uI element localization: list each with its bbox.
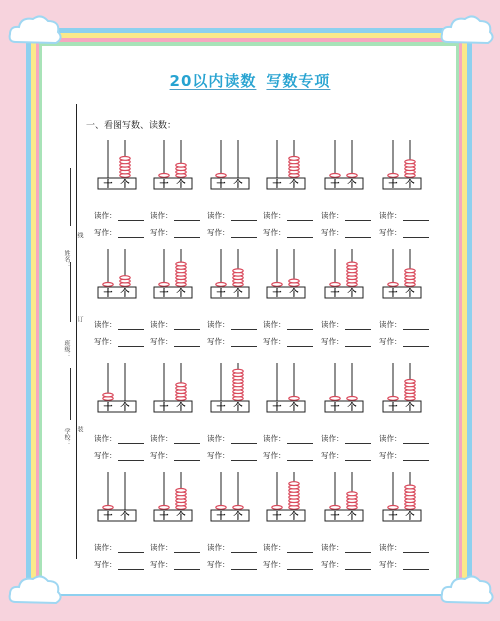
read-label: 读作： xyxy=(321,211,344,220)
write-blank[interactable] xyxy=(287,453,313,461)
ones-bead xyxy=(347,397,357,401)
abacus-drawing xyxy=(321,136,377,196)
read-label: 读作： xyxy=(379,543,402,552)
side-label-class: 班级： xyxy=(63,340,70,358)
ones-place-label: 个 xyxy=(289,512,299,522)
title-sub: 写数专项 xyxy=(266,72,331,90)
abacus-drawing xyxy=(321,359,377,419)
read-label: 读作： xyxy=(207,211,230,220)
write-answer-line xyxy=(207,336,257,347)
write-label: 写作： xyxy=(150,228,173,237)
ones-bead xyxy=(289,397,299,401)
abacus-exercise xyxy=(379,136,435,236)
ones-place-label: 个 xyxy=(120,512,130,522)
abacus-exercise xyxy=(263,468,319,568)
read-label: 读作： xyxy=(207,320,230,329)
cloud-icon xyxy=(6,12,64,50)
tens-bead xyxy=(272,506,282,510)
read-blank[interactable] xyxy=(287,322,313,330)
write-blank[interactable] xyxy=(118,230,144,238)
read-blank[interactable] xyxy=(403,322,429,330)
tens-place-label: 十 xyxy=(272,403,282,413)
abacus-exercise xyxy=(263,359,319,459)
tens-place-label: 十 xyxy=(216,403,226,413)
write-answer-line xyxy=(379,559,429,570)
write-answer-line xyxy=(379,227,429,238)
read-answer-line xyxy=(150,542,200,553)
tens-place-label: 十 xyxy=(388,403,398,413)
tens-place-label: 十 xyxy=(103,180,113,190)
write-label: 写作： xyxy=(321,228,344,237)
read-blank[interactable] xyxy=(287,436,313,444)
read-answer-line xyxy=(150,319,200,330)
tens-bead xyxy=(388,506,398,510)
tens-place-label: 十 xyxy=(388,289,398,299)
read-answer-line xyxy=(321,542,371,553)
write-blank[interactable] xyxy=(118,453,144,461)
ones-place-label: 个 xyxy=(289,180,299,190)
abacus-drawing xyxy=(150,136,206,196)
abacus-exercise xyxy=(207,245,263,345)
abacus-drawing xyxy=(207,136,263,196)
ones-place-label: 个 xyxy=(347,512,357,522)
ones-place-label: 个 xyxy=(176,289,186,299)
abacus-exercise xyxy=(263,245,319,345)
read-label: 读作： xyxy=(263,543,286,552)
write-blank[interactable] xyxy=(345,453,371,461)
ones-place-label: 个 xyxy=(233,289,243,299)
side-label-name: 姓名： xyxy=(63,250,70,268)
ones-place-label: 个 xyxy=(405,289,415,299)
write-label: 写作： xyxy=(207,337,230,346)
abacus-exercise xyxy=(207,468,263,568)
abacus-drawing xyxy=(379,468,435,528)
abacus-drawing xyxy=(263,468,319,528)
read-label: 读作： xyxy=(150,320,173,329)
ones-place-label: 个 xyxy=(120,180,130,190)
write-answer-line xyxy=(207,559,257,570)
write-answer-line xyxy=(150,227,200,238)
write-label: 写作： xyxy=(94,228,117,237)
ones-bead xyxy=(176,383,186,387)
read-label: 读作： xyxy=(379,434,402,443)
tens-place-label: 十 xyxy=(330,403,340,413)
tens-place-label: 十 xyxy=(103,289,113,299)
abacus-exercise xyxy=(263,136,319,236)
abacus-drawing xyxy=(263,359,319,419)
write-label: 写作： xyxy=(150,337,173,346)
read-label: 读作： xyxy=(94,434,117,443)
side-blank-line xyxy=(70,368,71,420)
read-label: 读作： xyxy=(321,543,344,552)
read-blank[interactable] xyxy=(174,436,200,444)
write-answer-line xyxy=(150,450,200,461)
tens-place-label: 十 xyxy=(272,289,282,299)
write-answer-line xyxy=(263,450,313,461)
write-blank[interactable] xyxy=(403,562,429,570)
read-blank[interactable] xyxy=(231,436,257,444)
write-answer-line xyxy=(321,336,371,347)
write-label: 写作： xyxy=(379,560,402,569)
write-label: 写作： xyxy=(150,560,173,569)
ones-place-label: 个 xyxy=(176,180,186,190)
abacus-drawing xyxy=(321,468,377,528)
tens-place-label: 十 xyxy=(159,512,169,522)
abacus-exercise xyxy=(321,468,377,568)
read-label: 读作： xyxy=(207,543,230,552)
write-label: 写作： xyxy=(379,337,402,346)
tens-place-label: 十 xyxy=(159,403,169,413)
ones-place-label: 个 xyxy=(405,403,415,413)
abacus-exercise xyxy=(379,468,435,568)
ones-bead xyxy=(120,276,130,280)
write-blank[interactable] xyxy=(231,230,257,238)
read-blank[interactable] xyxy=(345,213,371,221)
abacus-drawing xyxy=(94,468,150,528)
tens-place-label: 十 xyxy=(216,180,226,190)
tens-place-label: 十 xyxy=(272,512,282,522)
abacus-drawing xyxy=(94,136,150,196)
abacus-drawing xyxy=(150,468,206,528)
write-label: 写作： xyxy=(263,337,286,346)
write-answer-line xyxy=(94,559,144,570)
read-blank[interactable] xyxy=(345,322,371,330)
read-answer-line xyxy=(379,433,429,444)
ones-place-label: 个 xyxy=(176,403,186,413)
tens-bead xyxy=(330,283,340,287)
ones-place-label: 个 xyxy=(289,289,299,299)
tens-place-label: 十 xyxy=(103,512,113,522)
write-blank[interactable] xyxy=(174,339,200,347)
read-answer-line xyxy=(207,210,257,221)
write-answer-line xyxy=(379,450,429,461)
ones-place-label: 个 xyxy=(120,289,130,299)
abacus-drawing xyxy=(207,359,263,419)
abacus-drawing xyxy=(379,136,435,196)
write-blank[interactable] xyxy=(403,339,429,347)
ones-place-label: 个 xyxy=(347,289,357,299)
page-title xyxy=(0,70,500,91)
read-answer-line xyxy=(321,319,371,330)
ones-place-label: 个 xyxy=(176,512,186,522)
side-mark: 装 xyxy=(76,426,83,432)
abacus-drawing xyxy=(207,245,263,305)
ones-bead xyxy=(405,380,415,384)
read-blank[interactable] xyxy=(287,545,313,553)
abacus-exercise xyxy=(150,359,206,459)
write-blank[interactable] xyxy=(231,339,257,347)
side-mark: 订 xyxy=(76,316,83,322)
write-label: 写作： xyxy=(379,451,402,460)
abacus-exercise xyxy=(321,136,377,236)
write-blank[interactable] xyxy=(174,562,200,570)
tens-place-label: 十 xyxy=(159,180,169,190)
ones-place-label: 个 xyxy=(233,403,243,413)
read-blank[interactable] xyxy=(174,322,200,330)
write-label: 写作： xyxy=(207,451,230,460)
ones-bead xyxy=(405,485,415,489)
tens-bead xyxy=(103,393,113,397)
tens-bead xyxy=(330,506,340,510)
ones-place-label: 个 xyxy=(347,403,357,413)
abacus-exercise xyxy=(321,359,377,459)
read-label: 读作： xyxy=(150,434,173,443)
read-blank[interactable] xyxy=(118,436,144,444)
write-answer-line xyxy=(321,559,371,570)
ones-place-label: 个 xyxy=(405,180,415,190)
abacus-drawing xyxy=(150,359,206,419)
read-answer-line xyxy=(263,433,313,444)
side-mark: 线 xyxy=(76,232,83,238)
ones-place-label: 个 xyxy=(347,180,357,190)
write-blank[interactable] xyxy=(403,453,429,461)
abacus-drawing xyxy=(150,245,206,305)
read-label: 读作： xyxy=(263,320,286,329)
tens-bead xyxy=(272,283,282,287)
write-answer-line xyxy=(207,227,257,238)
read-label: 读作： xyxy=(263,211,286,220)
read-label: 读作： xyxy=(379,211,402,220)
read-answer-line xyxy=(150,433,200,444)
binding-line xyxy=(76,104,77,559)
write-blank[interactable] xyxy=(118,339,144,347)
write-answer-line xyxy=(321,450,371,461)
ones-place-label: 个 xyxy=(289,403,299,413)
read-blank[interactable] xyxy=(403,213,429,221)
read-blank[interactable] xyxy=(403,436,429,444)
write-answer-line xyxy=(94,227,144,238)
read-answer-line xyxy=(207,542,257,553)
read-label: 读作： xyxy=(321,434,344,443)
read-answer-line xyxy=(94,542,144,553)
tens-place-label: 十 xyxy=(330,180,340,190)
write-blank[interactable] xyxy=(231,453,257,461)
side-blank-line xyxy=(70,168,71,226)
tens-bead xyxy=(330,174,340,178)
tens-bead xyxy=(159,506,169,510)
ones-bead xyxy=(347,262,357,266)
read-blank[interactable] xyxy=(174,545,200,553)
read-answer-line xyxy=(94,433,144,444)
write-blank[interactable] xyxy=(231,562,257,570)
abacus-exercise xyxy=(150,245,206,345)
read-answer-line xyxy=(379,210,429,221)
write-answer-line xyxy=(321,227,371,238)
section-heading: 一、看图写数、读数： xyxy=(86,121,177,131)
write-label: 写作： xyxy=(94,560,117,569)
read-blank[interactable] xyxy=(345,436,371,444)
write-answer-line xyxy=(207,450,257,461)
read-answer-line xyxy=(263,319,313,330)
write-label: 写作： xyxy=(150,451,173,460)
read-label: 读作： xyxy=(94,211,117,220)
tens-bead xyxy=(216,506,226,510)
tens-place-label: 十 xyxy=(103,403,113,413)
cloud-icon xyxy=(438,572,496,610)
abacus-exercise xyxy=(94,136,150,236)
write-blank[interactable] xyxy=(403,230,429,238)
ones-bead xyxy=(405,269,415,273)
tens-place-label: 十 xyxy=(388,180,398,190)
abacus-drawing xyxy=(379,359,435,419)
tens-bead xyxy=(388,174,398,178)
read-answer-line xyxy=(94,210,144,221)
ones-bead xyxy=(233,269,243,273)
read-label: 读作： xyxy=(94,543,117,552)
read-label: 读作： xyxy=(321,320,344,329)
ones-place-label: 个 xyxy=(233,180,243,190)
write-label: 写作： xyxy=(94,337,117,346)
write-label: 写作： xyxy=(207,228,230,237)
read-blank[interactable] xyxy=(118,213,144,221)
read-answer-line xyxy=(263,542,313,553)
tens-bead xyxy=(103,506,113,510)
write-answer-line xyxy=(150,336,200,347)
ones-place-label: 个 xyxy=(405,512,415,522)
side-label-school: 学校： xyxy=(63,428,70,446)
ones-bead xyxy=(289,279,299,283)
tens-bead xyxy=(216,283,226,287)
tens-bead xyxy=(330,397,340,401)
tens-place-label: 十 xyxy=(216,512,226,522)
cloud-icon xyxy=(6,572,64,610)
abacus-drawing xyxy=(321,245,377,305)
tens-place-label: 十 xyxy=(330,289,340,299)
read-label: 读作： xyxy=(263,434,286,443)
tens-place-label: 十 xyxy=(272,180,282,190)
ones-bead xyxy=(289,157,299,161)
write-blank[interactable] xyxy=(287,339,313,347)
ones-bead xyxy=(289,482,299,486)
abacus-exercise xyxy=(94,468,150,568)
abacus-exercise xyxy=(207,359,263,459)
read-label: 读作： xyxy=(150,211,173,220)
read-answer-line xyxy=(94,319,144,330)
write-label: 写作： xyxy=(263,451,286,460)
write-label: 写作： xyxy=(94,451,117,460)
read-blank[interactable] xyxy=(287,213,313,221)
cloud-icon xyxy=(438,12,496,50)
abacus-drawing xyxy=(94,245,150,305)
abacus-drawing xyxy=(94,359,150,419)
ones-bead xyxy=(347,174,357,178)
read-answer-line xyxy=(207,433,257,444)
tens-bead xyxy=(388,397,398,401)
tens-place-label: 十 xyxy=(330,512,340,522)
read-blank[interactable] xyxy=(403,545,429,553)
read-blank[interactable] xyxy=(345,545,371,553)
read-answer-line xyxy=(207,319,257,330)
abacus-exercise xyxy=(94,359,150,459)
write-blank[interactable] xyxy=(174,230,200,238)
read-label: 读作： xyxy=(94,320,117,329)
read-blank[interactable] xyxy=(231,545,257,553)
read-answer-line xyxy=(321,210,371,221)
write-answer-line xyxy=(263,559,313,570)
write-blank[interactable] xyxy=(345,230,371,238)
write-answer-line xyxy=(379,336,429,347)
ones-bead xyxy=(405,160,415,164)
ones-place-label: 个 xyxy=(120,403,130,413)
abacus-drawing xyxy=(263,245,319,305)
ones-bead xyxy=(176,163,186,167)
ones-bead xyxy=(176,489,186,493)
write-label: 写作： xyxy=(263,228,286,237)
tens-bead xyxy=(159,174,169,178)
read-answer-line xyxy=(263,210,313,221)
write-answer-line xyxy=(94,336,144,347)
abacus-drawing xyxy=(379,245,435,305)
read-label: 读作： xyxy=(379,320,402,329)
abacus-exercise xyxy=(150,136,206,236)
write-label: 写作： xyxy=(379,228,402,237)
read-blank[interactable] xyxy=(118,322,144,330)
read-blank[interactable] xyxy=(231,213,257,221)
write-answer-line xyxy=(263,336,313,347)
write-label: 写作： xyxy=(263,560,286,569)
read-blank[interactable] xyxy=(174,213,200,221)
write-blank[interactable] xyxy=(287,562,313,570)
ones-bead xyxy=(347,492,357,496)
read-blank[interactable] xyxy=(118,545,144,553)
read-answer-line xyxy=(150,210,200,221)
side-blank-line xyxy=(70,262,71,322)
tens-bead xyxy=(103,283,113,287)
tens-bead xyxy=(159,283,169,287)
write-blank[interactable] xyxy=(345,339,371,347)
tens-place-label: 十 xyxy=(216,289,226,299)
write-label: 写作： xyxy=(321,451,344,460)
title-main: 20以内读数 xyxy=(169,72,257,90)
write-label: 写作： xyxy=(321,560,344,569)
read-label: 读作： xyxy=(150,543,173,552)
write-answer-line xyxy=(263,227,313,238)
ones-place-label: 个 xyxy=(233,512,243,522)
read-answer-line xyxy=(379,319,429,330)
abacus-exercise xyxy=(94,245,150,345)
abacus-exercise xyxy=(379,359,435,459)
write-answer-line xyxy=(94,450,144,461)
tens-place-label: 十 xyxy=(388,512,398,522)
write-blank[interactable] xyxy=(118,562,144,570)
abacus-exercise xyxy=(379,245,435,345)
tens-place-label: 十 xyxy=(159,289,169,299)
abacus-exercise xyxy=(321,245,377,345)
write-answer-line xyxy=(150,559,200,570)
write-blank[interactable] xyxy=(174,453,200,461)
read-label: 读作： xyxy=(207,434,230,443)
read-answer-line xyxy=(321,433,371,444)
ones-bead xyxy=(233,369,243,373)
write-label: 写作： xyxy=(207,560,230,569)
read-blank[interactable] xyxy=(231,322,257,330)
tens-bead xyxy=(388,283,398,287)
read-answer-line xyxy=(379,542,429,553)
abacus-exercise xyxy=(150,468,206,568)
tens-bead xyxy=(216,174,226,178)
abacus-drawing xyxy=(263,136,319,196)
write-blank[interactable] xyxy=(287,230,313,238)
ones-bead xyxy=(120,157,130,161)
write-label: 写作： xyxy=(321,337,344,346)
ones-bead xyxy=(233,506,243,510)
abacus-exercise xyxy=(207,136,263,236)
ones-bead xyxy=(176,262,186,266)
abacus-drawing xyxy=(207,468,263,528)
write-blank[interactable] xyxy=(345,562,371,570)
